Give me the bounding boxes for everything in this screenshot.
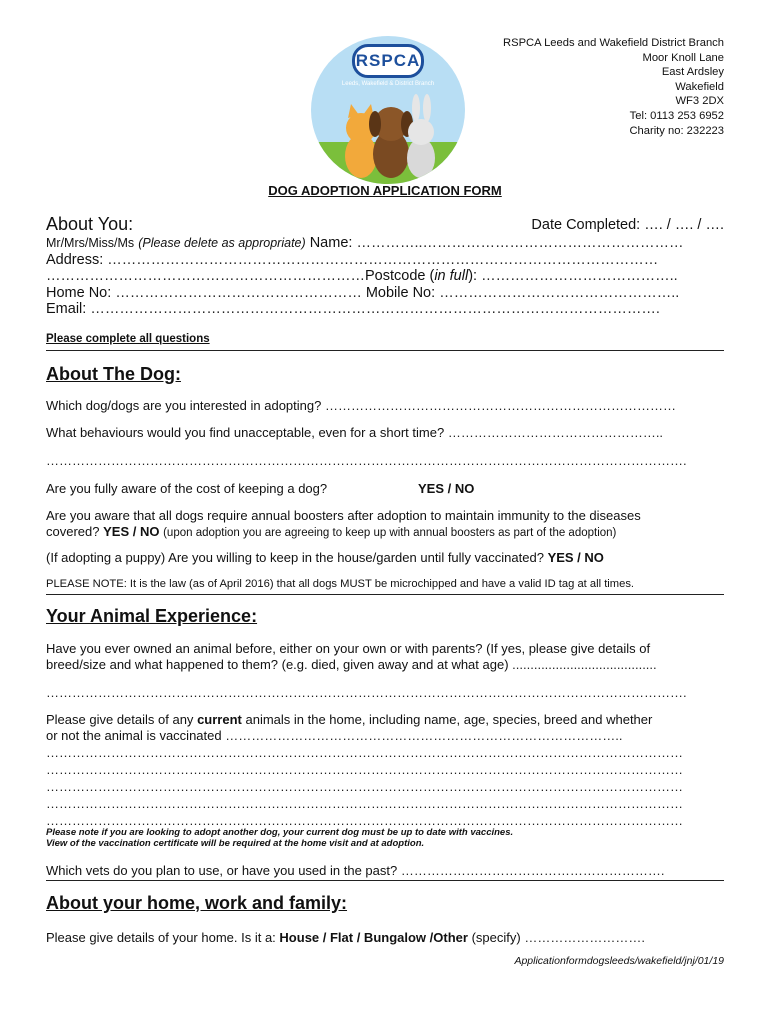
postcode-field[interactable]: ………………………………….. xyxy=(481,268,678,284)
experience-heading: Your Animal Experience: xyxy=(46,606,258,626)
boosters-row xyxy=(46,524,724,539)
address-line: East Ardsley xyxy=(661,66,724,79)
boosters-covered: covered? xyxy=(46,524,100,539)
cost-yes-no[interactable]: YES / NO xyxy=(418,481,475,496)
owned-before-field[interactable]: ........................................ xyxy=(512,657,657,672)
logo-subtitle: Leeds, Wakefield & District Branch xyxy=(341,81,435,87)
name-field[interactable]: …………..……………………………………………… xyxy=(356,235,684,251)
about-dog-heading: About The Dog: xyxy=(46,364,181,384)
puppy-yes-no[interactable]: YES / NO xyxy=(547,550,604,565)
home-type-specify: (specify) xyxy=(471,930,521,945)
current-animals-field[interactable]: ………………………………………………………………………………………………………………………………… xyxy=(46,762,683,777)
pets-illustration-icon xyxy=(333,94,445,184)
home-heading: About your home, work and family: xyxy=(46,893,348,913)
current-animals-row xyxy=(46,712,724,727)
about-you-heading: About You: xyxy=(46,214,134,234)
dog-interest-row xyxy=(46,398,724,413)
current-animals-field[interactable]: ………………………………………………………………………………………………………………………………… xyxy=(46,813,683,828)
home-type-question: Please give details of your home. Is it a: xyxy=(46,930,276,945)
cost-row xyxy=(46,481,724,496)
current-animals-post: animals in the home, including name, age, species, breed and whether xyxy=(245,712,653,727)
footer-reference: Applicationformdogsleeds/wakefield/jnj/01/19 xyxy=(514,955,724,967)
dog-interest-field[interactable]: ……………………………………………………………………… xyxy=(324,398,676,413)
boosters-line-1: Are you aware that all dogs require annual boosters after adoption to maintain immunity to the diseases xyxy=(46,508,641,523)
home-no-field[interactable]: …………………………………………… xyxy=(115,285,362,301)
name-label: Name: xyxy=(309,235,353,251)
postcode-hint: in full xyxy=(434,268,469,284)
behaviours-row xyxy=(46,425,724,440)
divider xyxy=(46,880,724,881)
name-row xyxy=(46,235,724,251)
home-type-field[interactable]: ………………………. xyxy=(524,930,645,945)
form-title: DOG ADOPTION APPLICATION FORM xyxy=(268,183,502,198)
vaccinated-label: or not the animal is vaccinated xyxy=(46,728,222,743)
current-animals-field[interactable]: ………………………………………………………………………………………………………………………………… xyxy=(46,745,683,760)
owned-before-line-2: breed/size and what happened to them? (e.g. died, given away and at what age) xyxy=(46,657,509,672)
address-line: RSPCA Leeds and Wakefield District Branch xyxy=(503,37,724,49)
logo-badge: RSPCA xyxy=(352,44,424,78)
current-animals-pre: Please give details of any xyxy=(46,712,194,727)
vaccinated-row xyxy=(46,728,724,743)
rspca-logo xyxy=(311,36,465,184)
address-field[interactable]: …………………………………………………………………………………………………… xyxy=(107,252,659,268)
current-animals-bold: current xyxy=(197,712,242,727)
boosters-note: (upon adoption you are agreeing to keep up with annual boosters as part of the adoption) xyxy=(163,527,617,539)
address-row xyxy=(46,252,724,268)
cost-question: Are you fully aware of the cost of keeping a dog? xyxy=(46,481,328,496)
puppy-question: (If adopting a puppy) Are you willing to keep in the house/garden until fully vaccinated? xyxy=(46,550,544,565)
vets-row xyxy=(46,863,724,878)
email-row xyxy=(46,301,724,317)
home-type-row xyxy=(46,930,724,945)
address-line: Tel: 0113 253 6952 xyxy=(629,109,724,122)
mobile-no-label: Mobile No: xyxy=(365,285,436,301)
address-label: Address: xyxy=(46,252,104,268)
postcode-label: Postcode ( xyxy=(365,268,435,284)
owned-before-row xyxy=(46,657,724,672)
microchip-note: PLEASE NOTE: It is the law (as of April 2016) that all dogs MUST be microchipped and have a valid ID tag at all times. xyxy=(46,578,635,590)
behaviours-field[interactable]: ………………………………………….. xyxy=(447,425,664,440)
postcode-label-end: ): xyxy=(468,268,478,284)
dog-interest-question: Which dog/dogs are you interested in adopting? xyxy=(46,398,322,413)
boosters-yes-no[interactable]: YES / NO xyxy=(103,524,160,539)
address-line: Charity no: 232223 xyxy=(629,124,724,137)
mobile-no-field[interactable]: ………………………………………….. xyxy=(439,285,680,301)
date-completed-field[interactable]: Date Completed: …. / …. / …. xyxy=(531,217,724,233)
divider xyxy=(46,350,724,351)
vets-field[interactable]: ……………………………………………………. xyxy=(400,863,665,878)
branch-address xyxy=(503,36,724,138)
current-animals-field[interactable]: ………………………………………………………………………………………………………………………………… xyxy=(46,779,683,794)
divider xyxy=(46,594,724,595)
owned-before-line-1: Have you ever owned an animal before, either on your own or with parents? (If yes, please give details of xyxy=(46,641,651,656)
vaccine-note-2: View of the vaccination certificate will be required at the home visit and at adoption. xyxy=(46,838,425,849)
address-line: Wakefield xyxy=(675,80,724,93)
vaccinated-field[interactable]: ……………………………………………………………………………….. xyxy=(225,728,623,743)
current-animals-field[interactable]: ………………………………………………………………………………………………………………………………… xyxy=(46,796,683,811)
vaccine-note-1: Please note if you are looking to adopt another dog, your current dog must be up to date with vaccines. xyxy=(46,827,514,838)
address-field-2[interactable]: ………………………………………………………… xyxy=(46,268,365,284)
email-label: Email: xyxy=(46,301,87,317)
vets-question: Which vets do you plan to use, or have you used in the past? xyxy=(46,863,398,878)
complete-all-note: Please complete all questions xyxy=(46,333,210,345)
home-no-label: Home No: xyxy=(46,285,112,301)
home-type-options[interactable]: House / Flat / Bungalow /Other xyxy=(279,930,468,945)
phone-row xyxy=(46,285,724,301)
title-hint: (Please delete as appropriate) xyxy=(138,236,306,250)
owned-before-field-2[interactable]: …………………………………………………………………………………………………………………………………. xyxy=(46,685,687,700)
behaviours-question: What behaviours would you find unacceptable, even for a short time? xyxy=(46,425,445,440)
behaviours-field-2[interactable]: …………………………………………………………………………………………………………………………………. xyxy=(46,453,687,468)
address-line: WF3 2DX xyxy=(675,95,724,108)
title-label: Mr/Mrs/Miss/Ms xyxy=(46,236,135,250)
address-line: Moor Knoll Lane xyxy=(642,51,724,64)
puppy-row xyxy=(46,550,724,565)
postcode-row xyxy=(46,268,724,284)
email-field[interactable]: ………………………………………………………………………………………………………. xyxy=(90,301,660,317)
